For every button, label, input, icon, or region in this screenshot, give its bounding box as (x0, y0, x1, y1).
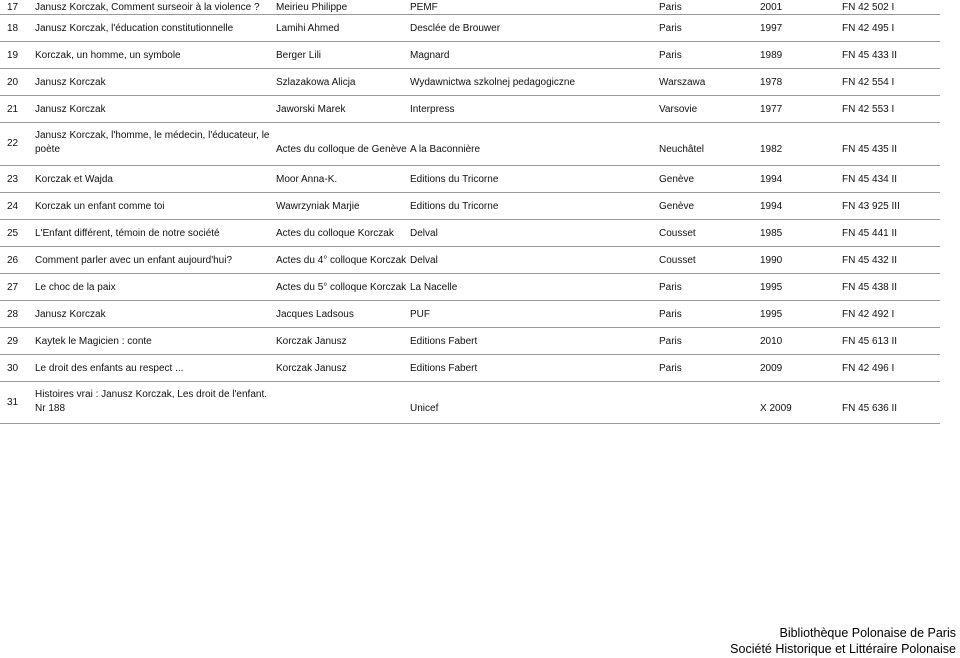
title-cell: Korczak, un homme, un symbole (35, 50, 181, 61)
title-cell: Le droit des enfants au respect ... (35, 363, 184, 374)
reference-cell: FN 45 613 II (842, 336, 898, 347)
author-cell: Jaworski Marek (276, 104, 346, 115)
author-cell: Meirieu Philippe (276, 2, 348, 13)
table-row (0, 123, 940, 166)
row-number: 20 (7, 77, 19, 88)
author-cell: Korczak Janusz (276, 336, 347, 347)
publisher-cell: Unicef (410, 403, 439, 414)
reference-cell: FN 42 495 I (842, 23, 895, 34)
row-number: 27 (7, 282, 19, 293)
year-cell: 2001 (760, 2, 783, 13)
city-cell: Neuchâtel (659, 144, 705, 155)
year-cell: 1990 (760, 255, 783, 266)
reference-cell: FN 45 435 II (842, 144, 898, 155)
reference-cell: FN 43 925 III (842, 201, 900, 212)
row-number: 30 (7, 363, 19, 374)
title-cell: Comment parler avec un enfant aujourd'hui? (35, 255, 233, 266)
author-cell: Actes du colloque de Genève (276, 144, 407, 155)
table-row (0, 328, 940, 355)
table-row (0, 0, 940, 15)
author-cell: Actes du 5° colloque Korczak (276, 282, 407, 293)
publisher-cell: Editions Fabert (410, 336, 478, 347)
title-cell: Janusz Korczak (35, 104, 106, 115)
table-row (0, 69, 940, 96)
table-row (0, 274, 940, 301)
row-number: 22 (7, 138, 19, 149)
publisher-cell: Editions du Tricorne (410, 174, 499, 185)
author-cell: Lamihi Ahmed (276, 23, 340, 34)
publisher-cell: Editions du Tricorne (410, 201, 499, 212)
publisher-cell: Interpress (410, 104, 455, 115)
city-cell: Paris (659, 282, 682, 293)
year-cell: 1995 (760, 282, 783, 293)
row-number: 23 (7, 174, 19, 185)
reference-cell: FN 42 554 I (842, 77, 895, 88)
city-cell: Varsovie (659, 104, 698, 115)
table-row (0, 96, 940, 123)
year-cell: 1994 (760, 174, 783, 185)
year-cell: X 2009 (760, 403, 792, 414)
year-cell: 1997 (760, 23, 783, 34)
publisher-cell: PEMF (410, 2, 438, 13)
year-cell: 1982 (760, 144, 783, 155)
city-cell: Genève (659, 174, 695, 185)
reference-cell: FN 42 553 I (842, 104, 895, 115)
city-cell: Paris (659, 336, 682, 347)
publisher-cell: Desclée de Brouwer (410, 23, 501, 34)
year-cell: 1978 (760, 77, 783, 88)
reference-cell: FN 45 438 II (842, 282, 898, 293)
author-cell: Wawrzyniak Marjie (276, 201, 360, 212)
reference-cell: FN 42 492 I (842, 309, 895, 320)
publisher-cell: Delval (410, 255, 438, 266)
author-cell: Berger Lili (276, 50, 322, 61)
row-number: 18 (7, 23, 19, 34)
reference-cell: FN 45 441 II (842, 228, 898, 239)
city-cell: Paris (659, 2, 682, 13)
table-row (0, 193, 940, 220)
row-number: 17 (7, 2, 19, 13)
publisher-cell: Editions Fabert (410, 363, 478, 374)
title-cell: L'Enfant différent, témoin de notre société (35, 228, 220, 239)
table-row (0, 220, 940, 247)
row-number: 29 (7, 336, 19, 347)
title-cell-line1: Janusz Korczak, l'homme, le médecin, l'éducateur, le (35, 130, 270, 141)
title-cell: Janusz Korczak (35, 77, 106, 88)
title-cell: Janusz Korczak, l'éducation constitutionnelle (35, 23, 234, 34)
publisher-cell: Delval (410, 228, 438, 239)
table-row (0, 166, 940, 193)
city-cell: Paris (659, 23, 682, 34)
title-cell-line2: Nr 188 (35, 403, 66, 414)
footer-society-name: Société Historique et Littéraire Polonaise (730, 642, 956, 656)
author-cell: Actes du 4° colloque Korczak (276, 255, 407, 266)
reference-cell: FN 45 636 II (842, 403, 898, 414)
table-row (0, 247, 940, 274)
table-row (0, 301, 940, 328)
title-cell: Korczak un enfant comme toi (35, 201, 165, 212)
publisher-cell: PUF (410, 309, 430, 320)
footer (730, 625, 956, 657)
publisher-cell: A la Baconnière (410, 144, 481, 155)
author-cell: Korczak Janusz (276, 363, 347, 374)
city-cell: Paris (659, 363, 682, 374)
city-cell: Paris (659, 50, 682, 61)
footer-library-name: Bibliothèque Polonaise de Paris (779, 626, 956, 640)
row-number: 28 (7, 309, 19, 320)
city-cell: Paris (659, 309, 682, 320)
author-cell: Moor Anna-K. (276, 174, 338, 185)
title-cell: Janusz Korczak (35, 309, 106, 320)
row-number: 19 (7, 50, 19, 61)
table-row (0, 15, 940, 42)
row-number: 24 (7, 201, 19, 212)
row-number: 25 (7, 228, 19, 239)
year-cell: 1989 (760, 50, 783, 61)
row-number: 26 (7, 255, 19, 266)
city-cell: Genève (659, 201, 695, 212)
table-row (0, 42, 940, 69)
reference-cell: FN 45 432 II (842, 255, 898, 266)
city-cell: Cousset (659, 228, 696, 239)
reference-cell: FN 42 502 I (842, 2, 895, 13)
publisher-cell: Magnard (410, 50, 450, 61)
title-cell: Le choc de la paix (35, 282, 116, 293)
author-cell: Actes du colloque Korczak (276, 228, 394, 239)
row-number: 21 (7, 104, 19, 115)
city-cell: Warszawa (659, 77, 706, 88)
title-cell: Kaytek le Magicien : conte (35, 336, 152, 347)
title-cell: Korczak et Wajda (35, 174, 113, 185)
year-cell: 1995 (760, 309, 783, 320)
reference-cell: FN 45 434 II (842, 174, 898, 185)
reference-cell: FN 42 496 I (842, 363, 895, 374)
year-cell: 2010 (760, 336, 783, 347)
year-cell: 1994 (760, 201, 783, 212)
year-cell: 2009 (760, 363, 783, 374)
title-cell-line2: poète (35, 144, 61, 155)
row-number: 31 (7, 397, 19, 408)
author-cell: Jacques Ladsous (276, 309, 354, 320)
table-row (0, 355, 940, 382)
reference-cell: FN 45 433 II (842, 50, 898, 61)
author-cell: Szlazakowa Alicja (276, 77, 356, 88)
year-cell: 1985 (760, 228, 783, 239)
publisher-cell: Wydawnictwa szkolnej pedagogiczne (410, 77, 575, 88)
table-row (0, 382, 940, 424)
city-cell: Cousset (659, 255, 696, 266)
year-cell: 1977 (760, 104, 783, 115)
title-cell-line1: Histoires vrai : Janusz Korczak, Les droit de l'enfant. (35, 389, 268, 400)
title-cell: Janusz Korczak, Comment surseoir à la violence ? (35, 2, 260, 13)
publisher-cell: La Nacelle (410, 282, 458, 293)
